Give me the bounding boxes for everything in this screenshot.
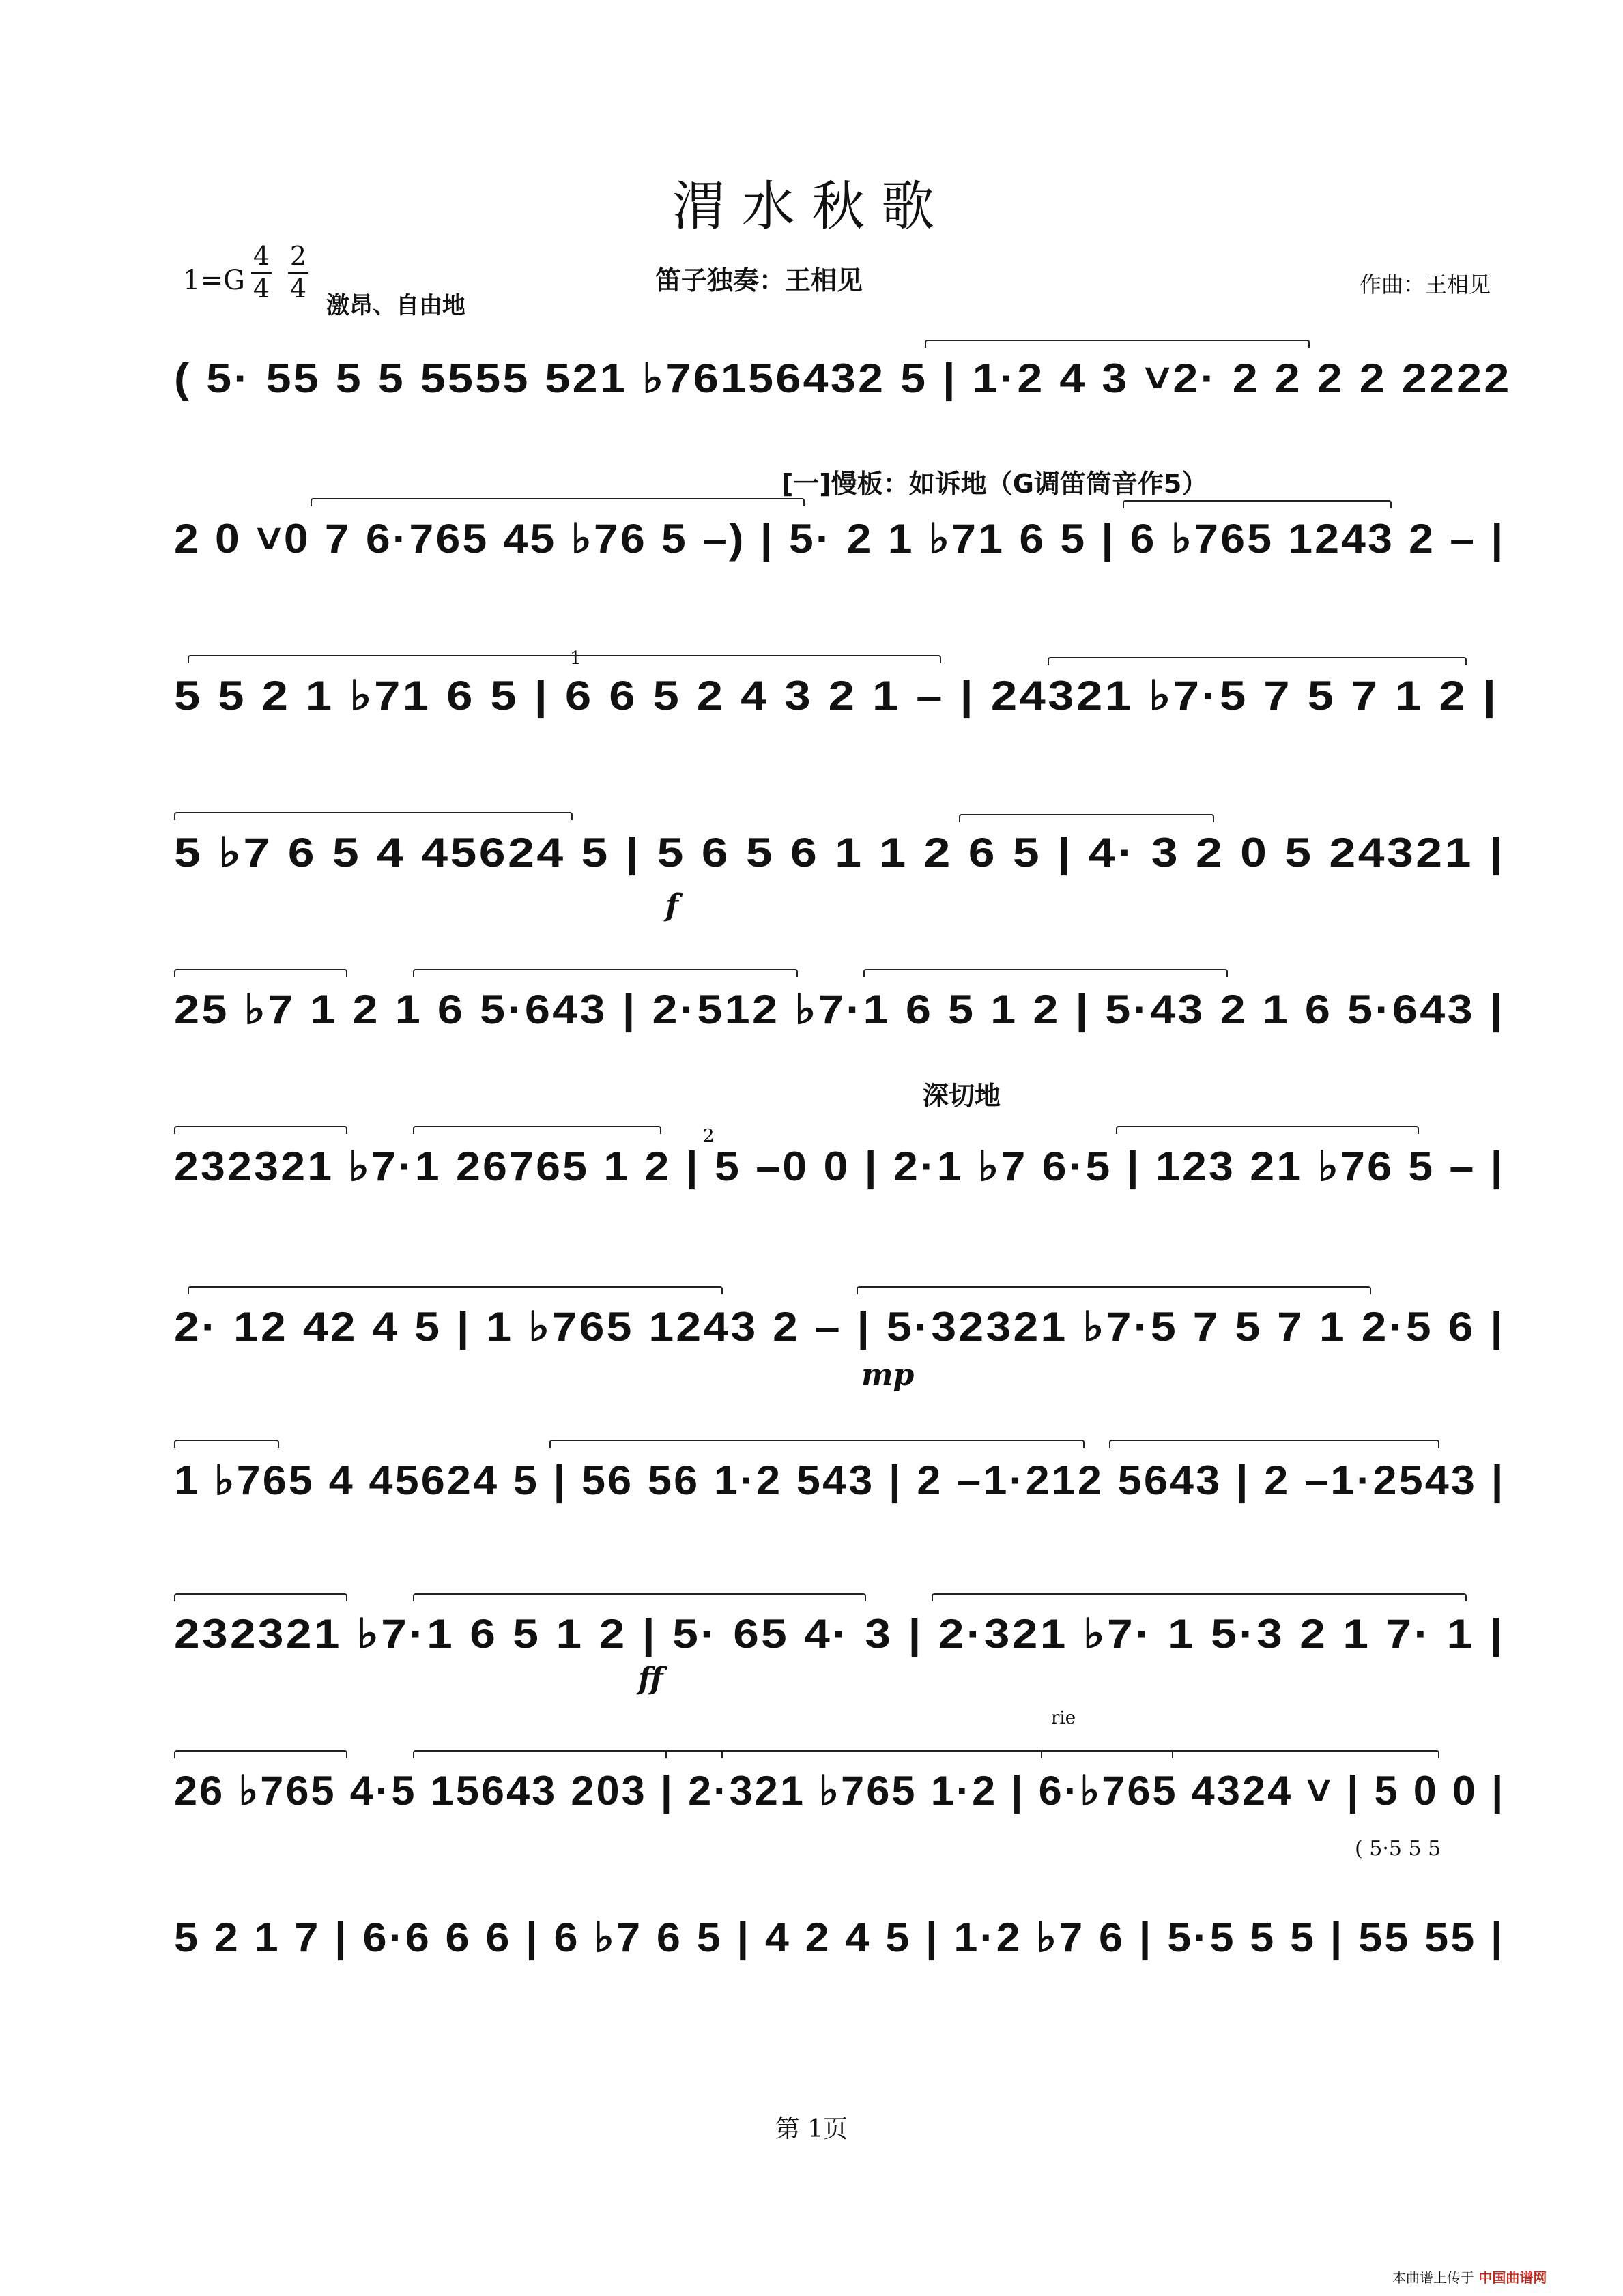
slur	[311, 498, 805, 506]
system-notes: 26 ♭765 4·5 15643 203 | 2·321 ♭765 1·2 | 6·♭765 4324 ˅ | 5 0 0 |	[174, 1768, 1506, 1814]
system-notes: 232321 ♭7·1 6 5 1 2 | 5· 65 4· 3 | 2·321 ♭7· 1 5·3 2 1 7· 1 |	[174, 1611, 1505, 1657]
system-notes: 1 ♭765 4 45624 5 | 56 56 1·2 543 | 2 –1·212 5643 | 2 –1·2543 |	[174, 1457, 1506, 1503]
slur	[413, 969, 798, 977]
slur	[413, 1126, 661, 1134]
slur	[188, 1286, 723, 1294]
slur	[188, 655, 941, 663]
system-notes: 25 ♭7 1 2 1 6 5·643 | 2·512 ♭7·1 6 5 1 2 | 5·43 2 1 6 5·643 |	[174, 987, 1505, 1032]
tempo-mood: 激昂、自由地	[326, 292, 465, 319]
notation-system-9	[174, 1610, 1505, 1713]
expression-mark: 深切地	[923, 1081, 1001, 1111]
performer-credit: 笛子独奏：王相见	[655, 265, 863, 295]
footer-text: 本曲谱上传于	[1392, 2269, 1474, 2286]
grace-note: 1	[570, 648, 581, 669]
slur	[1109, 1440, 1439, 1448]
key-signature: 1=G	[183, 265, 245, 296]
slur	[925, 340, 1310, 348]
ossia-line: ( 5·5 5 5	[1355, 1837, 1441, 1861]
notation-system-6	[174, 1143, 1505, 1245]
system-notes: 2· 12 42 4 5 | 1 ♭765 1243 2 – | 5·32321 ♭7·5 7 5 7 1 2·5 6 |	[174, 1304, 1506, 1350]
notation-system-10	[174, 1767, 1505, 1870]
system-notes: 5 ♭7 6 5 4 45624 5 | 5 6 5 6 1 1 2 6 5 | 4· 3 2 0 5 24321 |	[174, 830, 1505, 875]
score-title: 渭水秋歌	[672, 176, 951, 237]
system-notes: ( 5· 55 5 5 5555 521 ♭76156432 5 | 1·2 4 3 ˅2· 2 2 2 2 2222	[174, 355, 1512, 401]
time-sig-bottom: 4	[289, 273, 307, 304]
composer-credit: 作曲：王相见	[1360, 272, 1491, 297]
slur	[174, 1593, 347, 1601]
slur	[959, 814, 1214, 822]
notation-system-2	[174, 515, 1505, 617]
slur	[549, 1440, 1085, 1448]
time-sig-top: 4	[253, 241, 270, 271]
slur	[1048, 657, 1467, 665]
notation-system-3	[174, 672, 1498, 774]
slur	[413, 1593, 866, 1601]
dynamic-fortissimo: ff	[638, 1661, 663, 1696]
system-notes: 232321 ♭7·1 26765 1 2 | 5 –0 0 | 2·1 ♭7 6·5 | 123 21 ♭76 5 – |	[174, 1144, 1505, 1189]
slur	[174, 1750, 347, 1758]
notation-system-4	[174, 829, 1505, 931]
notation-system-5	[174, 986, 1505, 1088]
system-notes: 2 0 ˅0 7 6·765 45 ♭76 5 –) | 5· 2 1 ♭71 6 5 | 6 ♭765 1243 2 – |	[174, 516, 1506, 562]
dynamic-mezzo-piano: mp	[861, 1358, 915, 1393]
site-logo: 中国曲谱网	[1478, 2269, 1547, 2286]
annotation-rie: rie	[1051, 1708, 1076, 1728]
slur	[1116, 1126, 1419, 1134]
time-sig-top: 2	[289, 241, 307, 271]
grace-note: 2	[703, 1126, 715, 1146]
system-notes: 5 5 2 1 ♭71 6 5 | 6 6 5 2 4 3 2 1 – | 24321 ♭7·5 7 5 7 1 2 |	[174, 673, 1499, 718]
time-signature-2-4	[288, 243, 308, 303]
slur	[174, 1440, 279, 1448]
slur	[174, 969, 347, 977]
system-notes: 5 2 1 7 | 6·6 6 6 | 6 ♭7 6 5 | 4 2 4 5 | 1·2 ♭7 6 | 5·5 5 5 | 55 55 |	[174, 1915, 1505, 1960]
slur	[174, 812, 573, 820]
time-sig-bottom: 4	[253, 273, 270, 304]
page-number: 第 1页	[775, 2115, 848, 2143]
notation-system-1	[174, 355, 1512, 457]
slur	[1041, 1750, 1439, 1758]
notation-system-11	[174, 1914, 1505, 2016]
slur	[932, 1593, 1467, 1601]
notation-system-8	[174, 1457, 1505, 1559]
slur	[857, 1286, 1371, 1294]
slur	[1123, 500, 1392, 508]
section-heading: [一]慢板：如诉地（G调笛筒音作5）	[781, 469, 1208, 499]
notation-system-7	[174, 1303, 1505, 1406]
footer-credit	[1392, 2267, 1547, 2286]
time-signature-4-4	[251, 243, 272, 303]
dynamic-forte: f	[665, 888, 678, 923]
slur	[863, 969, 1228, 977]
slur	[174, 1126, 347, 1134]
